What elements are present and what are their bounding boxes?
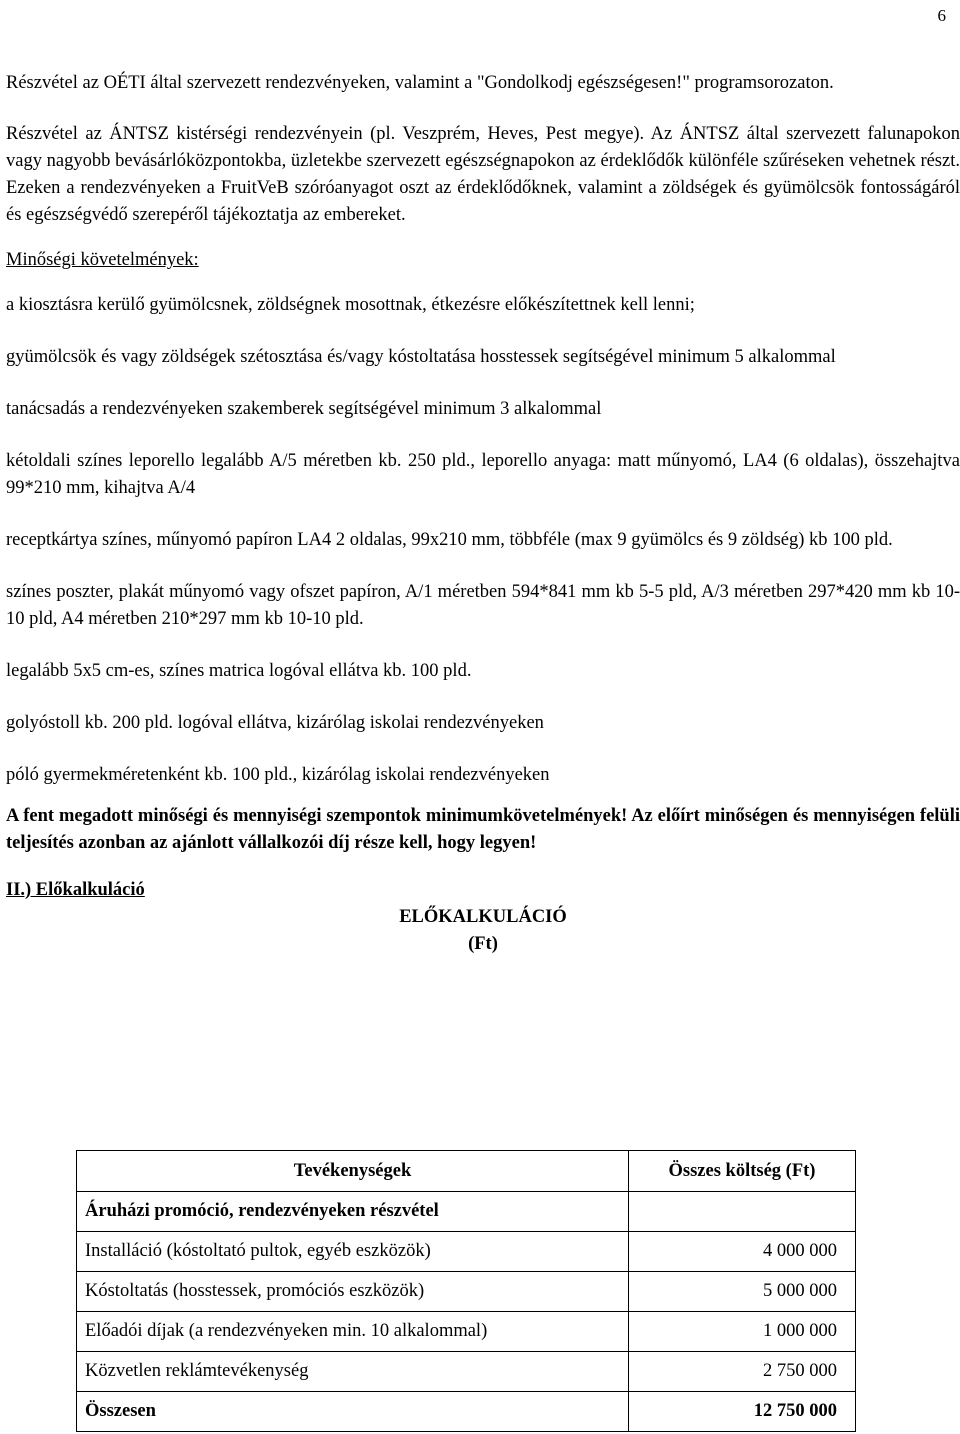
requirements-note: A fent megadott minőségi és mennyiségi szempontok minimumkövetelmények! Az előírt minőségen és mennyiségen felüli teljesítés azonban az ajánlott vállalkozói díj része kell, hogy legyen! — [6, 806, 960, 853]
page-number: 6 — [937, 6, 946, 25]
table-row — [77, 1312, 856, 1352]
table-header-row — [77, 1151, 856, 1192]
cost-table — [76, 1150, 856, 1432]
requirement-item: gyümölcsök és vagy zöldségek szétosztása és/vagy kóstoltatása hosstessek segítségével minimum 5 alkalommal — [6, 347, 836, 367]
calculation-title-line2: (Ft) — [468, 934, 498, 954]
requirement-item: a kiosztásra kerülő gyümölcsnek, zöldségnek mosottnak, étkezésre előkészítettnek kell lenni; — [6, 295, 695, 315]
paragraph-oeti: Részvétel az OÉTI által szervezett rendezvényeken, valamint a "Gondolkodj egészségesen!" programsorozaton. — [6, 73, 834, 93]
requirement-item: tanácsadás a rendezvényeken szakemberek segítségével minimum 3 alkalommal — [6, 399, 602, 419]
table-row — [77, 1272, 856, 1312]
row-cost: 1 000 000 — [629, 1312, 856, 1352]
requirement-item: legalább 5x5 cm-es, színes matrica logóval ellátva kb. 100 pld. — [6, 661, 472, 681]
requirement-item: póló gyermekméretenként kb. 100 pld., kizárólag iskolai rendezvényeken — [6, 765, 550, 785]
header-cost: Összes költség (Ft) — [629, 1151, 856, 1192]
requirement-item: golyóstoll kb. 200 pld. logóval ellátva, kizárólag iskolai rendezvényeken — [6, 713, 544, 733]
section-title-text: II.) Előkalkuláció — [6, 880, 145, 900]
table-total-row — [77, 1392, 856, 1432]
quality-heading: Minőségi követelmények: — [6, 250, 199, 270]
table-row — [77, 1232, 856, 1272]
row-cost: 4 000 000 — [629, 1232, 856, 1272]
header-activity: Tevékenységek — [77, 1151, 629, 1192]
section-title — [6, 877, 960, 904]
group-title: Áruházi promóció, rendezvényeken részvétel — [77, 1192, 629, 1232]
requirement-item: kétoldali színes leporello legalább A/5 méretben kb. 250 pld., leporello anyaga: matt műnyomó, LA4 (6 oldalas), összehajtva 99*210 mm, kihajtva A/4 — [6, 451, 960, 498]
row-activity: Kóstoltatás (hosstessek, promóciós eszközök) — [77, 1272, 629, 1312]
total-cost: 12 750 000 — [629, 1392, 856, 1432]
table-row — [77, 1352, 856, 1392]
row-activity: Előadói díjak (a rendezvényeken min. 10 alkalommal) — [77, 1312, 629, 1352]
group-cost — [629, 1192, 856, 1232]
requirement-item: színes poszter, plakát műnyomó vagy ofszet papíron, A/1 méretben 594*841 mm kb 5-5 pld, A/3 méretben 297*420 mm kb 10-10 pld, A4 méretben 210*297 mm kb 10-10 pld. — [6, 582, 960, 629]
row-cost: 5 000 000 — [629, 1272, 856, 1312]
table-group-row — [77, 1192, 856, 1232]
row-activity: Közvetlen reklámtevékenység — [77, 1352, 629, 1392]
row-cost: 2 750 000 — [629, 1352, 856, 1392]
row-activity: Installáció (kóstoltató pultok, egyéb eszközök) — [77, 1232, 629, 1272]
document-body — [6, 70, 960, 958]
calculation-title — [6, 904, 960, 958]
calculation-title-line1: ELŐKALKULÁCIÓ — [399, 907, 567, 927]
requirement-item: receptkártya színes, műnyomó papíron LA4 2 oldalas, 99x210 mm, többféle (max 9 gyümölcs és 9 zöldség) kb 100 pld. — [6, 530, 893, 550]
paragraph-antsz: Részvétel az ÁNTSZ kistérségi rendezvényein (pl. Veszprém, Heves, Pest megye). Az ÁNTSZ által szervezett falunapokon vagy nagyobb bevásárlóközpontokba, üzletekbe szervezett egészségnapokon az érdeklődők különféle szűréseken vehetnek részt. Ezeken a rendezvényeken a FruitVeB szóróanyagot oszt az érdeklődőknek, valamint a zöldségek és gyümölcsök fontosságáról és egészségvédő szerepéről tájékoztatja az embereket. — [6, 124, 960, 225]
total-label: Összesen — [77, 1392, 629, 1432]
